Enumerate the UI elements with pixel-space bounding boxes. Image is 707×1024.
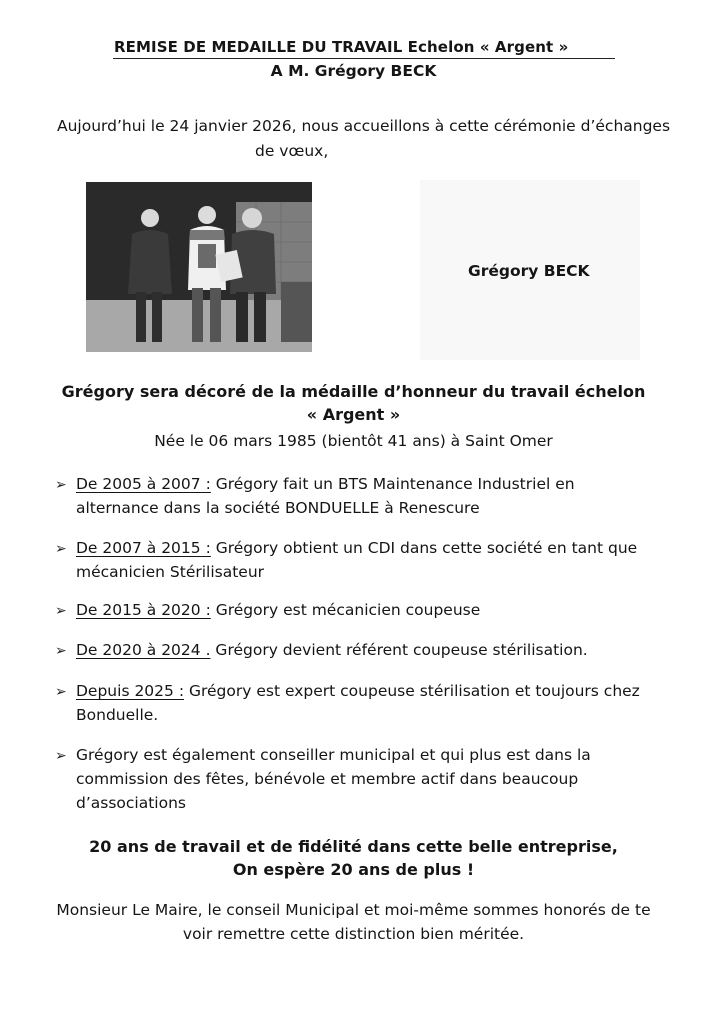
civic-item-line-3: d’associations	[76, 794, 186, 812]
career-item-2-line-1	[76, 539, 637, 557]
career-item-4-text: Grégory devient référent coupeuse stérilisation.	[210, 641, 588, 659]
page-subtitle: A M. Grégory BECK	[270, 62, 437, 80]
career-item-1-text: Grégory fait un BTS Maintenance Industriel en	[210, 475, 575, 493]
career-item-1-line-2: alternance dans la société BONDUELLE à Renescure	[76, 499, 480, 517]
intro-line-1: Aujourd’hui le 24 janvier 2026, nous accueillons à cette cérémonie d’échanges	[57, 117, 671, 135]
decoration-line-2: « Argent »	[306, 405, 401, 424]
end-line-2: voir remettre cette distinction bien méritée.	[182, 925, 525, 943]
arrow-bullet-icon: ➢	[55, 541, 67, 557]
career-item-3-date: De 2015 à 2020 :	[76, 601, 211, 619]
career-item-4-date: De 2020 à 2024 .	[76, 641, 211, 659]
photo-caption: Grégory BECK	[468, 262, 590, 280]
career-item-5-date: Depuis 2025 :	[76, 682, 185, 700]
arrow-bullet-icon: ➢	[55, 477, 67, 493]
page-title: REMISE DE MEDAILLE DU TRAVAIL Echelon « Argent »	[114, 38, 569, 56]
closing-line-2: On espère 20 ans de plus !	[232, 860, 475, 879]
end-line-1: Monsieur Le Maire, le conseil Municipal et moi-même sommes honorés de te	[56, 901, 651, 919]
career-item-3-text: Grégory est mécanicien coupeuse	[210, 601, 481, 619]
ceremony-photo	[86, 182, 312, 352]
career-item-5-line-2: Bonduelle.	[76, 706, 159, 724]
career-item-4-line-1	[76, 641, 588, 659]
career-item-2-date: De 2007 à 2015 :	[76, 539, 211, 557]
decoration-line-1: Grégory sera décoré de la médaille d’honneur du travail échelon	[61, 382, 646, 401]
arrow-bullet-icon: ➢	[55, 684, 67, 700]
title-underline	[113, 58, 615, 59]
closing-line-1: 20 ans de travail et de fidélité dans cette belle entreprise,	[89, 837, 618, 856]
arrow-bullet-icon: ➢	[55, 603, 67, 619]
intro-line-2: de vœux,	[255, 142, 329, 160]
career-item-2-text: Grégory obtient un CDI dans cette société en tant que	[210, 539, 638, 557]
career-item-1-line-1	[76, 475, 575, 493]
career-item-3-line-1	[76, 601, 480, 619]
career-item-2-line-2: mécanicien Stérilisateur	[76, 563, 265, 581]
civic-item-line-1: Grégory est également conseiller municipal et qui plus est dans la	[76, 746, 591, 764]
career-item-1-date: De 2005 à 2007 :	[76, 475, 211, 493]
civic-item-line-2: commission des fêtes, bénévole et membre actif dans beaucoup	[76, 770, 579, 788]
career-item-5-text: Grégory est expert coupeuse stérilisation et toujours chez	[184, 682, 640, 700]
career-item-5-line-1	[76, 682, 640, 700]
arrow-bullet-icon: ➢	[55, 643, 67, 659]
birth-line: Née le 06 mars 1985 (bientôt 41 ans) à Saint Omer	[154, 432, 553, 450]
arrow-bullet-icon: ➢	[55, 748, 67, 764]
